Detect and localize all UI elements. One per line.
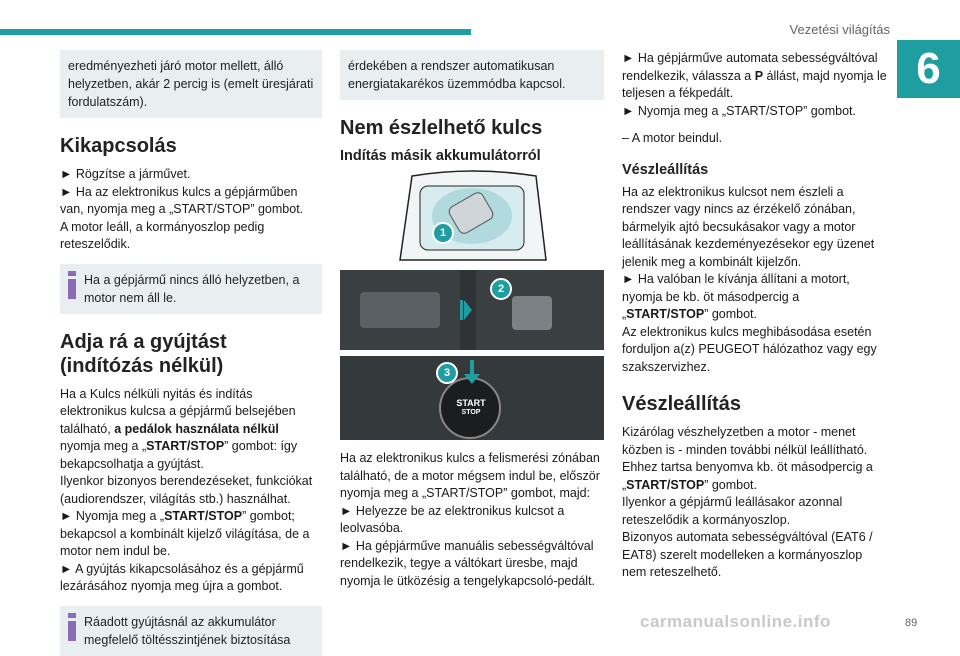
kikapcsolas-line-2: ► Ha az elektronikus kulcs a gépjárműben van, nyomja meg a „START/STOP” gombot. xyxy=(60,184,304,216)
column-2 xyxy=(340,50,604,590)
info-note-battery xyxy=(60,606,322,656)
nem-eszlelheto-para: Ha az elektronikus kulcs a felismerési zónában található, de a motor mégsem indul be, először nyomja meg a „START/STOP” gombot, majd: xyxy=(340,451,600,500)
press-start-step: ► Nyomja meg a „START/STOP” gombot. xyxy=(622,103,856,118)
page-number: 89 xyxy=(905,617,918,629)
nem-eszlelheto-step-1: ► Helyezze be az elektronikus kulcsot a leolvasóba. xyxy=(340,503,565,535)
key-start-illustration xyxy=(340,170,604,440)
gyujtas-para-4: ► A gyújtás kikapcsolásához és a gépjármű lezárásához nyomja meg újra a gombot. xyxy=(60,561,304,593)
veszleallitas-big-para-2: Ilyenkor a gépjármű leállásakor azonnal reteszelődik a kormányoszlop. xyxy=(622,495,843,527)
veszleallitas-big-para-3: Bizonyos automata sebességváltóval (EAT6 / EAT8) szerelt modelleken a kormányoszlop nem reteszelhető. xyxy=(622,530,873,579)
heading-nem-eszlelheto: Nem észlelhető kulcs xyxy=(340,117,543,139)
start-stop-label: START STOP xyxy=(456,398,486,416)
gyujtas-para-3: ► Nyomja meg a „START/STOP” gombot; bekapcsol a kombinált kijelző világítása, de a motor nem indul be. xyxy=(60,509,310,558)
header-accent-bar xyxy=(0,29,471,35)
continued-note: eredményezheti járó motor mellett, álló helyzetben, akár 2 percig is (emelt üresjárati fordulatszám). xyxy=(60,50,322,118)
heading-veszleallitas-small: Vészleállítás xyxy=(622,161,709,178)
heading-veszleallitas: Vészleállítás xyxy=(622,393,741,415)
kikapcsolas-line-3: A motor leáll, a kormányoszlop pedig reteszelődik. xyxy=(60,219,265,251)
gyujtas-para-2: Ilyenkor bizonyos berendezéseket, funkciókat (audiorendszer, világítás stb.) használhat. xyxy=(60,474,313,506)
heading-gyujtas: Adja rá a gyújtást (indítózás nélkül) xyxy=(60,330,227,377)
heading-kikapcsolas: Kikapcsolás xyxy=(60,135,177,157)
column-3 xyxy=(622,50,888,582)
column-1 xyxy=(60,50,322,656)
key-reader-illustration xyxy=(340,270,604,350)
callout-badge-1: 1 xyxy=(432,222,454,244)
watermark: carmanualsonline.info xyxy=(640,612,831,631)
engine-starts-result: – A motor beindul. xyxy=(622,131,723,145)
gyujtas-para-1: Ha a Kulcs nélküli nyitás és indítás elektronikus kulcsa a gépjármű belsejében található, a pedálok használata nélkül nyomja meg a „START/STOP” gombot: így bekapcsolhatja a gyújtást. xyxy=(60,386,298,471)
auto-gearbox-step: ► Ha gépjárműve automata sebességváltóval rendelkezik, válassza a P állást, majd nyomja le teljesen a fékpedált. xyxy=(622,51,887,100)
continued-note: érdekében a rendszer automatikusan energiatakarékos üzemmódba kapcsol. xyxy=(340,50,604,100)
info-note-text: Ha a gépjármű nincs álló helyzetben, a motor nem áll le. xyxy=(84,272,300,305)
subheading-inditas: Indítás másik akkumulátorról xyxy=(340,148,541,164)
car-topview-illustration xyxy=(340,170,604,266)
nem-eszlelheto-step-2: ► Ha gépjárműve manuális sebességváltóval rendelkezik, tegye a váltókart üresbe, majd nyomja le ütközésig a tengelykapcsoló-pedált. xyxy=(340,538,596,588)
info-note-text: Ráadott gyújtásnál az akkumulátor megfelelő töltésszintjének biztosítása xyxy=(84,614,291,647)
callout-badge-3: 3 xyxy=(436,362,458,384)
veszleallitas-para-1: Ha az elektronikus kulcsot nem észleli a rendszer vagy nincs az érzékelő zónában, bármelyik ajtó becsukásakor vagy a motor leállításának kezdeményezésekor egy üzenet jelenik meg a kombinált kijelzőn. xyxy=(622,184,875,269)
veszleallitas-para-2: ► Ha valóban le kívánja állítani a motort, nyomja be kb. öt másodpercig a „START/STOP” gombot. xyxy=(622,272,850,321)
section-title: Vezetési világítás xyxy=(789,22,890,37)
veszleallitas-para-3: Az elektronikus kulcs meghibásodása esetén forduljon a(z) PEUGEOT hálózathoz vagy egy szakszervizhez. xyxy=(622,324,877,374)
veszleallitas-big-para-1: Kizárólag vészhelyzetben a motor - menet közben is - minden további nélkül leállítható. Ehhez tartsa benyomva kb. öt másodpercig a „START/STOP” gombot. xyxy=(622,425,873,492)
info-icon xyxy=(68,271,76,299)
chapter-number-tab: 6 xyxy=(897,40,960,98)
kikapcsolas-line-1: ► Rögzítse a járművet. xyxy=(60,167,191,181)
info-icon xyxy=(68,613,76,641)
callout-badge-2: 2 xyxy=(490,278,512,300)
info-note-stationary xyxy=(60,264,322,314)
